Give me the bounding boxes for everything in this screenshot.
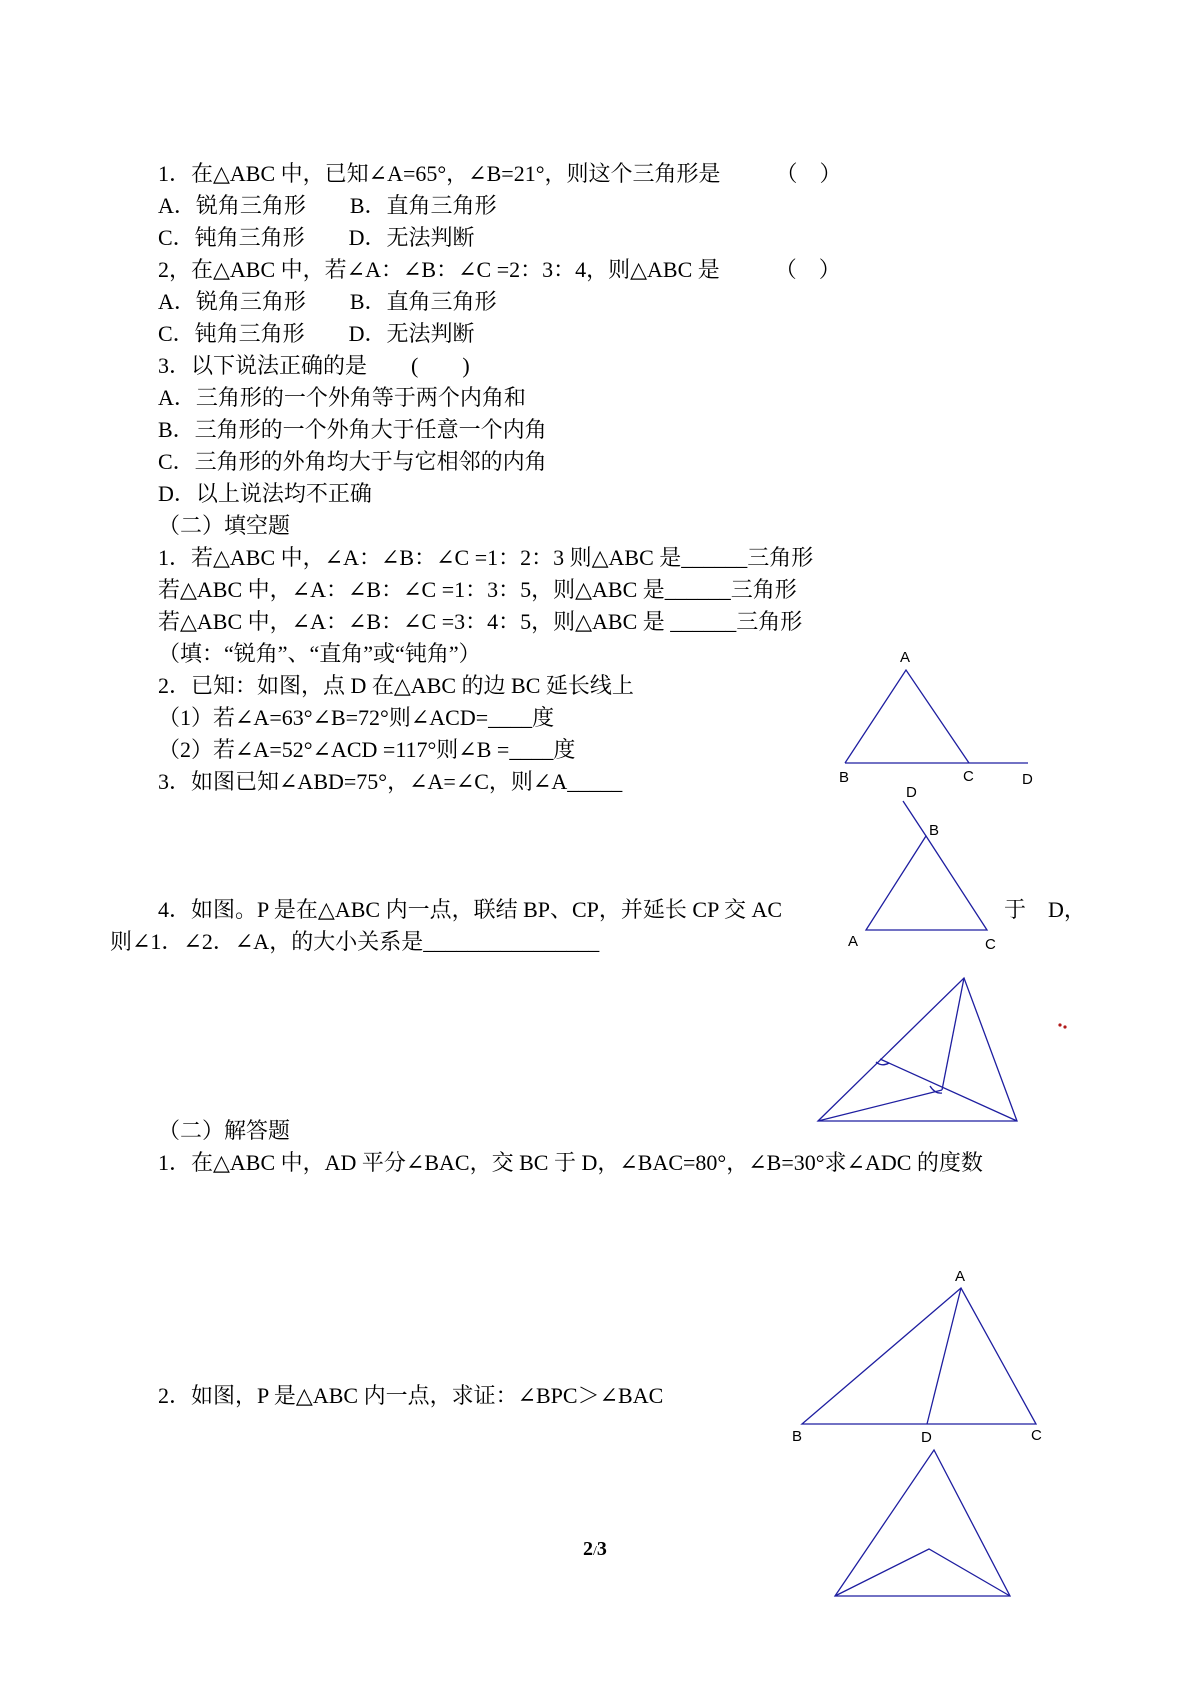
figure-5-triangle-point-p <box>835 1450 1010 1596</box>
figure-4-label-a: A <box>955 1268 966 1285</box>
figure-1-label-c: C <box>963 768 974 785</box>
figure-1-label-a: A <box>900 649 911 666</box>
section-solve-heading: （二）解答题 <box>158 1118 291 1143</box>
figure-3-triangle-interior-point <box>818 978 1067 1121</box>
figure-1-triangle-extended <box>839 649 1033 788</box>
figure-2-label-c: C <box>985 936 996 953</box>
solve-2: 2．如图，P 是△ABC 内一点，求证：∠BPC＞∠BAC <box>158 1383 664 1408</box>
fill-4-line-2: 则∠1．∠2．∠A，的大小关系是________________ <box>110 929 600 954</box>
question-3: 3．以下说法正确的是 ( ) <box>158 353 470 378</box>
fill-1-line-1: 1．若△ABC 中，∠A：∠B：∠C =1：2：3 则△ABC 是______三角形 <box>158 545 814 570</box>
figure-2-triangle <box>848 784 996 953</box>
page-total: 3 <box>596 1538 607 1560</box>
question-1-options-ab: A．锐角三角形 B．直角三角形 <box>158 193 497 218</box>
figure-2-label-d: D <box>906 784 917 801</box>
question-3-option-b: B．三角形的一个外角大于任意一个内角 <box>158 417 547 442</box>
figure-4-label-d: D <box>921 1429 932 1446</box>
fill-2-part-2: （2）若∠A=52°∠ACD =117°则∠B =____度 <box>158 737 576 762</box>
solve-1: 1．在△ABC 中，AD 平分∠BAC，交 BC 于 D，∠BAC=80°，∠B=30°求∠ADC 的度数 <box>158 1150 983 1175</box>
page-current: 2 <box>583 1538 593 1560</box>
section-fill-heading: （二）填空题 <box>158 513 291 538</box>
figure-4-label-c: C <box>1031 1427 1042 1444</box>
fill-1-line-3: 若△ABC 中，∠A：∠B：∠C =3：4：5，则△ABC 是 ______三角形 <box>158 609 803 634</box>
question-2-options-ab: A．锐角三角形 B．直角三角形 <box>158 289 497 314</box>
page-number <box>583 1538 607 1561</box>
fill-4-line-1: 4．如图。P 是在△ABC 内一点，联结 BP、CP，并延长 CP 交 AC <box>158 897 783 922</box>
question-1-options-cd: C．钝角三角形 D．无法判断 <box>158 225 475 250</box>
fill-1-note: （填：“锐角”、“直角”或“钝角”） <box>158 641 481 666</box>
figure-1-label-d: D <box>1022 771 1033 788</box>
question-1: 1．在△ABC 中，已知∠A=65°，∠B=21°，则这个三角形是 （ ） <box>158 161 842 186</box>
figure-4-label-b: B <box>792 1428 803 1445</box>
fill-3: 3．如图已知∠ABD=75°，∠A=∠C，则∠A_____ <box>158 769 623 794</box>
question-3-option-c: C．三角形的外角均大于与它相邻的内角 <box>158 449 547 474</box>
figure-2-label-a: A <box>848 933 859 950</box>
fill-4-line-1-end: 于 D， <box>1004 897 1086 922</box>
figure-2-label-b: B <box>929 822 940 839</box>
figure-1-label-b: B <box>839 769 850 786</box>
page-separator: / <box>593 1544 597 1559</box>
fill-2-part-1: （1）若∠A=63°∠B=72°则∠ACD=____度 <box>158 705 555 730</box>
question-3-option-d: D．以上说法均不正确 <box>158 481 372 506</box>
figure-4-triangle-bisector <box>792 1268 1042 1446</box>
question-2: 2，在△ABC 中，若∠A：∠B：∠C =2：3：4，则△ABC 是 （ ） <box>158 257 841 282</box>
question-2-options-cd: C．钝角三角形 D．无法判断 <box>158 321 475 346</box>
fill-1-line-2: 若△ABC 中，∠A：∠B：∠C =1：3：5，则△ABC 是______三角形 <box>158 577 797 602</box>
fill-2: 2．已知：如图，点 D 在△ABC 的边 BC 延长线上 <box>158 673 634 698</box>
question-3-option-a: A．三角形的一个外角等于两个内角和 <box>158 385 526 410</box>
